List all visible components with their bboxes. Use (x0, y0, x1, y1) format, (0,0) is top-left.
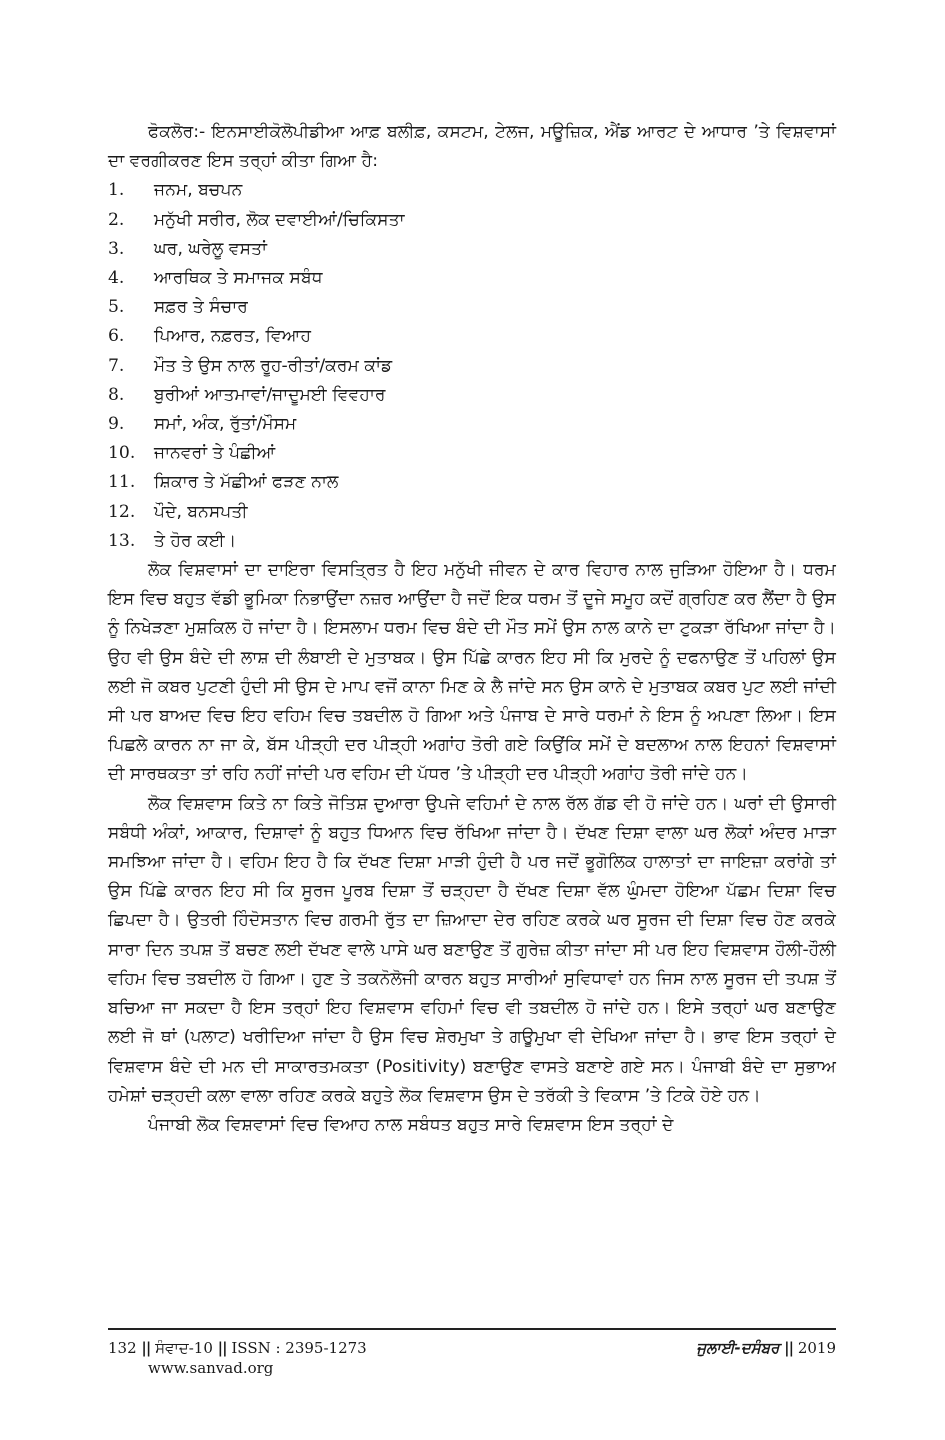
website: www.sanvad.org (148, 1359, 274, 1377)
list-item: 5. ਸਫ਼ਰ ਤੇ ਸੰਚਾਰ (108, 297, 248, 318)
separator: || (141, 1339, 151, 1357)
footer-right (696, 1338, 836, 1358)
list-item: 10. ਜਾਨਵਰਾਂ ਤੇ ਪੰਛੀਆਂ (108, 443, 276, 464)
footer-divider (108, 1328, 836, 1330)
body-paragraph: ਪੰਜਾਬੀ ਲੋਕ ਵਿਸ਼ਵਾਸਾਂ ਵਿਚ ਵਿਆਹ ਨਾਲ ਸਬੰਧਤ ਬਹੁਤ ਸਾਰੇ ਵਿਸ਼ਵਾਸ ਇਸ ਤਰ੍ਹਾਂ ਦੇ (148, 1114, 674, 1135)
classification-list (108, 176, 836, 556)
intro-paragraph: ਫੋਕਲੋਰ:- ਇਨਸਾਈਕੋਲੋਪੀਡੀਆ ਆਫ਼ ਬਲੀਫ਼, ਕਸਟਮ, ਟੇਲਜ, ਮਊਜ਼ਿਕ, ਐਂਡ ਆਰਟ ਦੇ ਆਧਾਰ ’ਤੇ ਵਿਸ਼ਵਾਸਾਂ ਦਾ ਵਰਗੀਕਰਣ ਇਸ ਤਰ੍ਹਾਂ ਕੀਤਾ ਗਿਆ ਹੈ: (108, 122, 836, 172)
list-item: 3. ਘਰ, ਘਰੇਲੂ ਵਸਤਾਂ (108, 238, 267, 259)
list-item: 8. ਬੁਰੀਆਂ ਆਤਮਾਵਾਂ/ਜਾਦੂਮਈ ਵਿਵਹਾਰ (108, 384, 386, 405)
list-item: 1. ਜਨਮ, ਬਚਪਨ (108, 180, 243, 201)
body-paragraph: ਲੋਕ ਵਿਸ਼ਵਾਸ ਕਿਤੇ ਨਾ ਕਿਤੇ ਜੋਤਿਸ਼ ਦੁਆਰਾ ਉਪਜੇ ਵਹਿਮਾਂ ਦੇ ਨਾਲ ਰੱਲ ਗੱਡ ਵੀ ਹੋ ਜਾਂਦੇ ਹਨ। ਘਰਾਂ ਦੀ ਉਸਾਰੀ ਸਬੰਧੀ ਅੰਕਾਂ, ਆਕਾਰ, ਦਿਸ਼ਾਵਾਂ ਨੂੰ ਬਹੁਤ ਧਿਆਨ ਵਿਚ ਰੱਖਿਆ ਜਾਂਦਾ ਹੈ। ਦੱਖਣ ਦਿਸ਼ਾ ਵਾਲਾ ਘਰ ਲੋਕਾਂ ਅੰਦਰ ਮਾੜਾ ਸਮਝਿਆ ਜਾਂਦਾ ਹੈ। ਵਹਿਮ ਇਹ ਹੈ ਕਿ ਦੱਖਣ ਦਿਸ਼ਾ ਮਾੜੀ ਹੁੰਦੀ ਹੈ ਪਰ ਜਦੋਂ ਭੂਗੋਲਿਕ ਹਾਲਾਤਾਂ ਦਾ ਜਾਇਜ਼ਾ ਕਰਾਂਗੇ ਤਾਂ ਉਸ ਪਿੱਛੇ ਕਾਰਨ ਇਹ ਸੀ ਕਿ ਸੂਰਜ ਪੂਰਬ ਦਿਸ਼ਾ ਤੋਂ ਚੜ੍ਹਦਾ ਹੈ ਦੱਖਣ ਦਿਸ਼ਾ ਵੱਲ ਘੁੰਮਦਾ ਹੋਇਆ ਪੱਛਮ ਦਿਸ਼ਾ ਵਿਚ ਛਿਪਦਾ ਹੈ। ਉਤਰੀ ਹਿੰਦੋਸਤਾਨ ਵਿਚ ਗਰਮੀ ਰੁੱਤ ਦਾ ਜ਼ਿਆਦਾ ਦੇਰ ਰਹਿਣ ਕਰਕੇ ਘਰ ਸੂਰਜ ਦੀ ਦਿਸ਼ਾ ਵਿਚ ਹੋਣ ਕਰਕੇ ਸਾਰਾ ਦਿਨ ਤਪਸ਼ ਤੋਂ ਬਚਣ ਲਈ ਦੱਖਣ ਵਾਲੇ ਪਾਸੇ ਘਰ ਬਣਾਉਣ ਤੋਂ ਗੁਰੇਜ਼ ਕੀਤਾ ਜਾਂਦਾ ਸੀ ਪਰ ਇਹ ਵਿਸ਼ਵਾਸ ਹੌਲੀ-ਹੌਲੀ ਵਹਿਮ ਵਿਚ ਤਬਦੀਲ ਹੋ ਗਿਆ। ਹੁਣ ਤੇ ਤਕਨੋਲੋਜੀ ਕਾਰਨ ਬਹੁਤ ਸਾਰੀਆਂ ਸੁਵਿਧਾਵਾਂ ਹਨ ਜਿਸ ਨਾਲ ਸੂਰਜ ਦੀ ਤਪਸ਼ ਤੋਂ ਬਚਿਆ ਜਾ ਸਕਦਾ ਹੈ ਇਸ ਤਰ੍ਹਾਂ ਇਹ ਵਿਸ਼ਵਾਸ ਵਹਿਮਾਂ ਵਿਚ ਵੀ ਤਬਦੀਲ ਹੋ ਜਾਂਦੇ ਹਨ। ਇਸੇ ਤਰ੍ਹਾਂ ਘਰ ਬਣਾਉਣ ਲਈ ਜੋ ਥਾਂ (ਪਲਾਟ) ਖਰੀਦਿਆ ਜਾਂਦਾ ਹੈ ਉਸ ਵਿਚ ਸ਼ੇਰਮੁਖਾ ਤੇ ਗਊਮੁਖਾ ਵੀ ਦੇਖਿਆ ਜਾਂਦਾ ਹੈ। ਭਾਵ ਇਸ ਤਰ੍ਹਾਂ ਦੇ ਵਿਸ਼ਵਾਸ ਬੰਦੇ ਦੀ ਮਨ ਦੀ ਸਾਕਾਰਤਮਕਤਾ (Positivity) ਬਣਾਉਣ ਵਾਸਤੇ ਬਣਾਏ ਗਏ ਸਨ। ਪੰਜਾਬੀ ਬੰਦੇ ਦਾ ਸੁਭਾਅ ਹਮੇਸ਼ਾਂ ਚੜ੍ਹਦੀ ਕਲਾ ਵਾਲਾ ਰਹਿਣ ਕਰਕੇ ਬਹੁਤੇ ਲੋਕ ਵਿਸ਼ਵਾਸ ਉਸ ਦੇ ਤਰੱਕੀ ਤੇ ਵਿਕਾਸ ’ਤੇ ਟਿਕੇ ਹੋਏ ਹਨ। (108, 793, 836, 1106)
page-number: 132 (108, 1339, 137, 1357)
page-body (108, 118, 836, 1140)
footer-left (108, 1338, 367, 1358)
publication-period: ਜੁਲਾਈ-ਦਸੰਬਰ (696, 1339, 780, 1357)
body-paragraph: ਲੋਕ ਵਿਸ਼ਵਾਸਾਂ ਦਾ ਦਾਇਰਾ ਵਿਸਤ੍ਰਿਤ ਹੈ ਇਹ ਮਨੁੱਖੀ ਜੀਵਨ ਦੇ ਕਾਰ ਵਿਹਾਰ ਨਾਲ ਜੁੜਿਆ ਹੋਇਆ ਹੈ। ਧਰਮ ਇਸ ਵਿਚ ਬਹੁਤ ਵੱਡੀ ਭੂਮਿਕਾ ਨਿਭਾਉਂਦਾ ਨਜ਼ਰ ਆਉਂਦਾ ਹੈ ਜਦੋਂ ਇਕ ਧਰਮ ਤੋਂ ਦੂਜੇ ਸਮੂਹ ਕਦੋਂ ਗ੍ਰਹਿਣ ਕਰ ਲੈਂਦਾ ਹੈ ਉਸ ਨੂੰ ਨਿਖੇੜਣਾ ਮੁਸ਼ਕਿਲ ਹੋ ਜਾਂਦਾ ਹੈ। ਇਸਲਾਮ ਧਰਮ ਵਿਚ ਬੰਦੇ ਦੀ ਮੌਤ ਸਮੇਂ ਉਸ ਨਾਲ ਕਾਨੇ ਦਾ ਟੁਕੜਾ ਰੱਖਿਆ ਜਾਂਦਾ ਹੈ। ਉਹ ਵੀ ਉਸ ਬੰਦੇ ਦੀ ਲਾਸ਼ ਦੀ ਲੰਬਾਈ ਦੇ ਮੁਤਾਬਕ। ਉਸ ਪਿੱਛੇ ਕਾਰਨ ਇਹ ਸੀ ਕਿ ਮੁਰਦੇ ਨੂੰ ਦਫਨਾਉਣ ਤੋਂ ਪਹਿਲਾਂ ਉਸ ਲਈ ਜੋ ਕਬਰ ਪੁਟਣੀ ਹੁੰਦੀ ਸੀ ਉਸ ਦੇ ਮਾਪ ਵਜੋਂ ਕਾਨਾ ਮਿਣ ਕੇ ਲੈ ਜਾਂਦੇ ਸਨ ਉਸ ਕਾਨੇ ਦੇ ਮੁਤਾਬਕ ਕਬਰ ਪੁਟ ਲਈ ਜਾਂਦੀ ਸੀ ਪਰ ਬਾਅਦ ਵਿਚ ਇਹ ਵਹਿਮ ਵਿਚ ਤਬਦੀਲ ਹੋ ਗਿਆ ਅਤੇ ਪੰਜਾਬ ਦੇ ਸਾਰੇ ਧਰਮਾਂ ਨੇ ਇਸ ਨੂੰ ਅਪਣਾ ਲਿਆ। ਇਸ ਪਿਛਲੇ ਕਾਰਨ ਨਾ ਜਾ ਕੇ, ਬੱਸ ਪੀੜ੍ਹੀ ਦਰ ਪੀੜ੍ਹੀ ਅਗਾਂਹ ਤੋਰੀ ਗਏ ਕਿਉਂਕਿ ਸਮੇਂ ਦੇ ਬਦਲਾਅ ਨਾਲ ਇਹਨਾਂ ਵਿਸ਼ਵਾਸਾਂ ਦੀ ਸਾਰਥਕਤਾ ਤਾਂ ਰਹਿ ਨਹੀਂ ਜਾਂਦੀ ਪਰ ਵਹਿਮ ਦੀ ਪੱਧਰ ’ਤੇ ਪੀੜ੍ਹੀ ਦਰ ਪੀੜ੍ਹੀ ਅਗਾਂਹ ਤੋਰੀ ਜਾਂਦੇ ਹਨ। (108, 560, 836, 785)
issn: ISSN : 2395-1273 (231, 1339, 367, 1357)
list-item: 6. ਪਿਆਰ, ਨਫ਼ਰਤ, ਵਿਆਹ (108, 326, 312, 347)
list-item: 9. ਸਮਾਂ, ਅੰਕ, ਰੁੱਤਾਂ/ਮੌਸਮ (108, 414, 297, 435)
separator: || (217, 1339, 227, 1357)
journal-name: ਸੰਵਾਦ-10 (155, 1339, 213, 1357)
publication-year: 2019 (797, 1339, 836, 1357)
list-item: 12. ਪੌਦੇ, ਬਨਸਪਤੀ (108, 501, 248, 522)
list-item: 7. ਮੌਤ ਤੇ ਉਸ ਨਾਲ ਰੂਹ-ਰੀਤਾਂ/ਕਰਮ ਕਾਂਡ (108, 355, 393, 376)
separator: || (784, 1339, 794, 1357)
list-item: 4. ਆਰਥਿਕ ਤੇ ਸਮਾਜਕ ਸਬੰਧ (108, 268, 323, 289)
list-item: 2. ਮਨੁੱਖੀ ਸਰੀਰ, ਲੋਕ ਦਵਾਈਆਂ/ਚਿਕਿਸਤਾ (108, 209, 405, 230)
list-item: 11. ਸ਼ਿਕਾਰ ਤੇ ਮੱਛੀਆਂ ਫੜਣ ਨਾਲ (108, 472, 339, 493)
list-item: 13. ਤੇ ਹੋਰ ਕਈ। (108, 530, 237, 551)
